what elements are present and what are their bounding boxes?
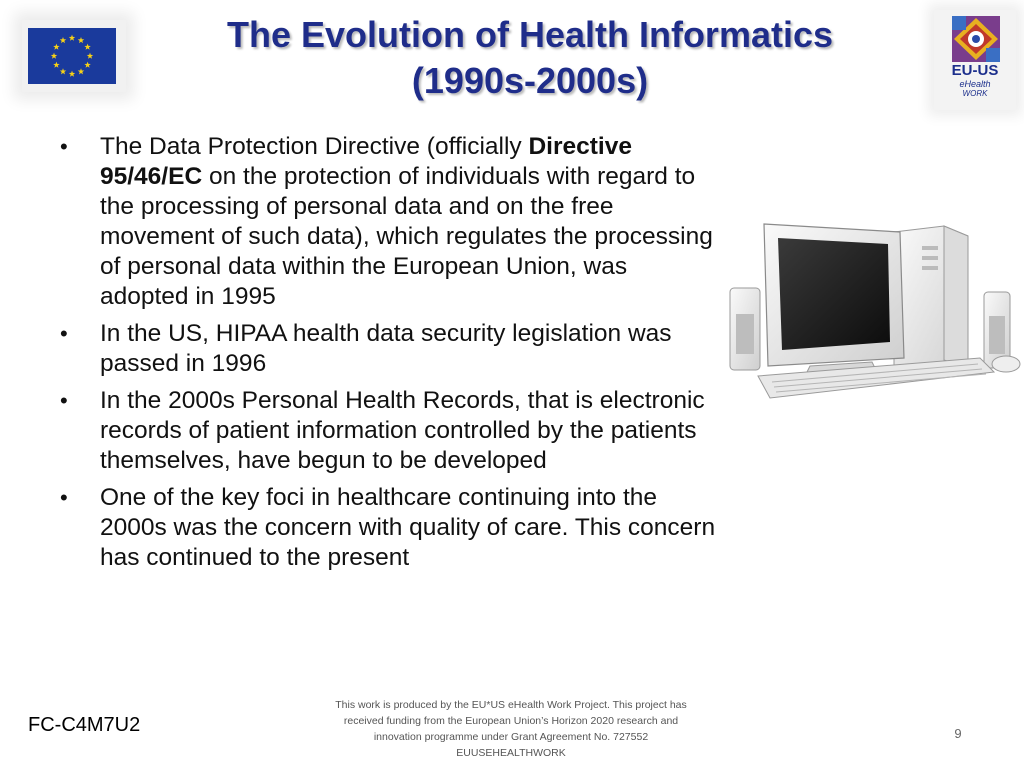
funding-credit-line-1: This work is produced by the EU*US eHealth Work Project. This project has bbox=[335, 699, 687, 711]
funding-credit-line-3: innovation programme under Grant Agreement No. 727552 bbox=[373, 731, 649, 743]
bullet-item-directive bbox=[58, 132, 718, 312]
funding-credit bbox=[296, 697, 726, 761]
bullet-item-hipaa bbox=[58, 319, 718, 379]
slide-title bbox=[180, 12, 880, 104]
bullet-dot-icon: • bbox=[60, 321, 68, 346]
bullet-text: In the US, HIPAA health data security legislation was passed in 1996 bbox=[100, 320, 672, 377]
bullet-dot-icon: • bbox=[60, 388, 68, 413]
bullet-item-phr bbox=[58, 386, 718, 476]
bullet-text-pre: The Data Protection Directive (officially bbox=[100, 133, 529, 160]
desktop-computer-icon bbox=[722, 218, 1022, 410]
eu-flag-logo bbox=[22, 20, 126, 92]
bullet-dot-icon: • bbox=[60, 485, 68, 510]
page-number: 9 bbox=[954, 726, 962, 741]
euus-work-text: WORK bbox=[962, 89, 988, 98]
euus-brand-text: EU-US bbox=[951, 62, 999, 79]
bullet-text-bold: Directive 95/46/EC bbox=[100, 133, 632, 190]
bullet-dot-icon: • bbox=[60, 134, 68, 159]
bullet-item-quality bbox=[58, 483, 718, 573]
desktop-computer-image bbox=[722, 218, 1022, 410]
euus-ehealth-work-logo bbox=[934, 10, 1016, 110]
slide-title-line-2: (1990s-2000s) bbox=[411, 60, 649, 101]
course-code: FC-C4M7U2 bbox=[28, 714, 141, 736]
bullet-list bbox=[58, 132, 718, 580]
eu-flag-icon bbox=[28, 28, 116, 84]
bullet-text: One of the key foci in healthcare continuing into the 2000s was the concern with quality of care. This concern has continued to the present bbox=[100, 484, 716, 571]
funding-credit-line-2: received funding from the European Union’s Horizon 2020 research and bbox=[343, 715, 679, 727]
euus-ehealth-text: eHealth bbox=[959, 79, 991, 89]
bullet-text-post: on the protection of individuals with regard to the processing of personal data and on the free movement of such data), which regulates the processing of personal data within the European Union, was adopted in 1995 bbox=[100, 163, 713, 310]
slide-title-line-1: The Evolution of Health Informatics bbox=[226, 14, 834, 55]
bullet-text: In the 2000s Personal Health Records, that is electronic records of patient information controlled by the patients themselves, have begun to be developed bbox=[100, 387, 705, 474]
funding-credit-line-4: EUUSEHEALTHWORK bbox=[456, 747, 566, 759]
